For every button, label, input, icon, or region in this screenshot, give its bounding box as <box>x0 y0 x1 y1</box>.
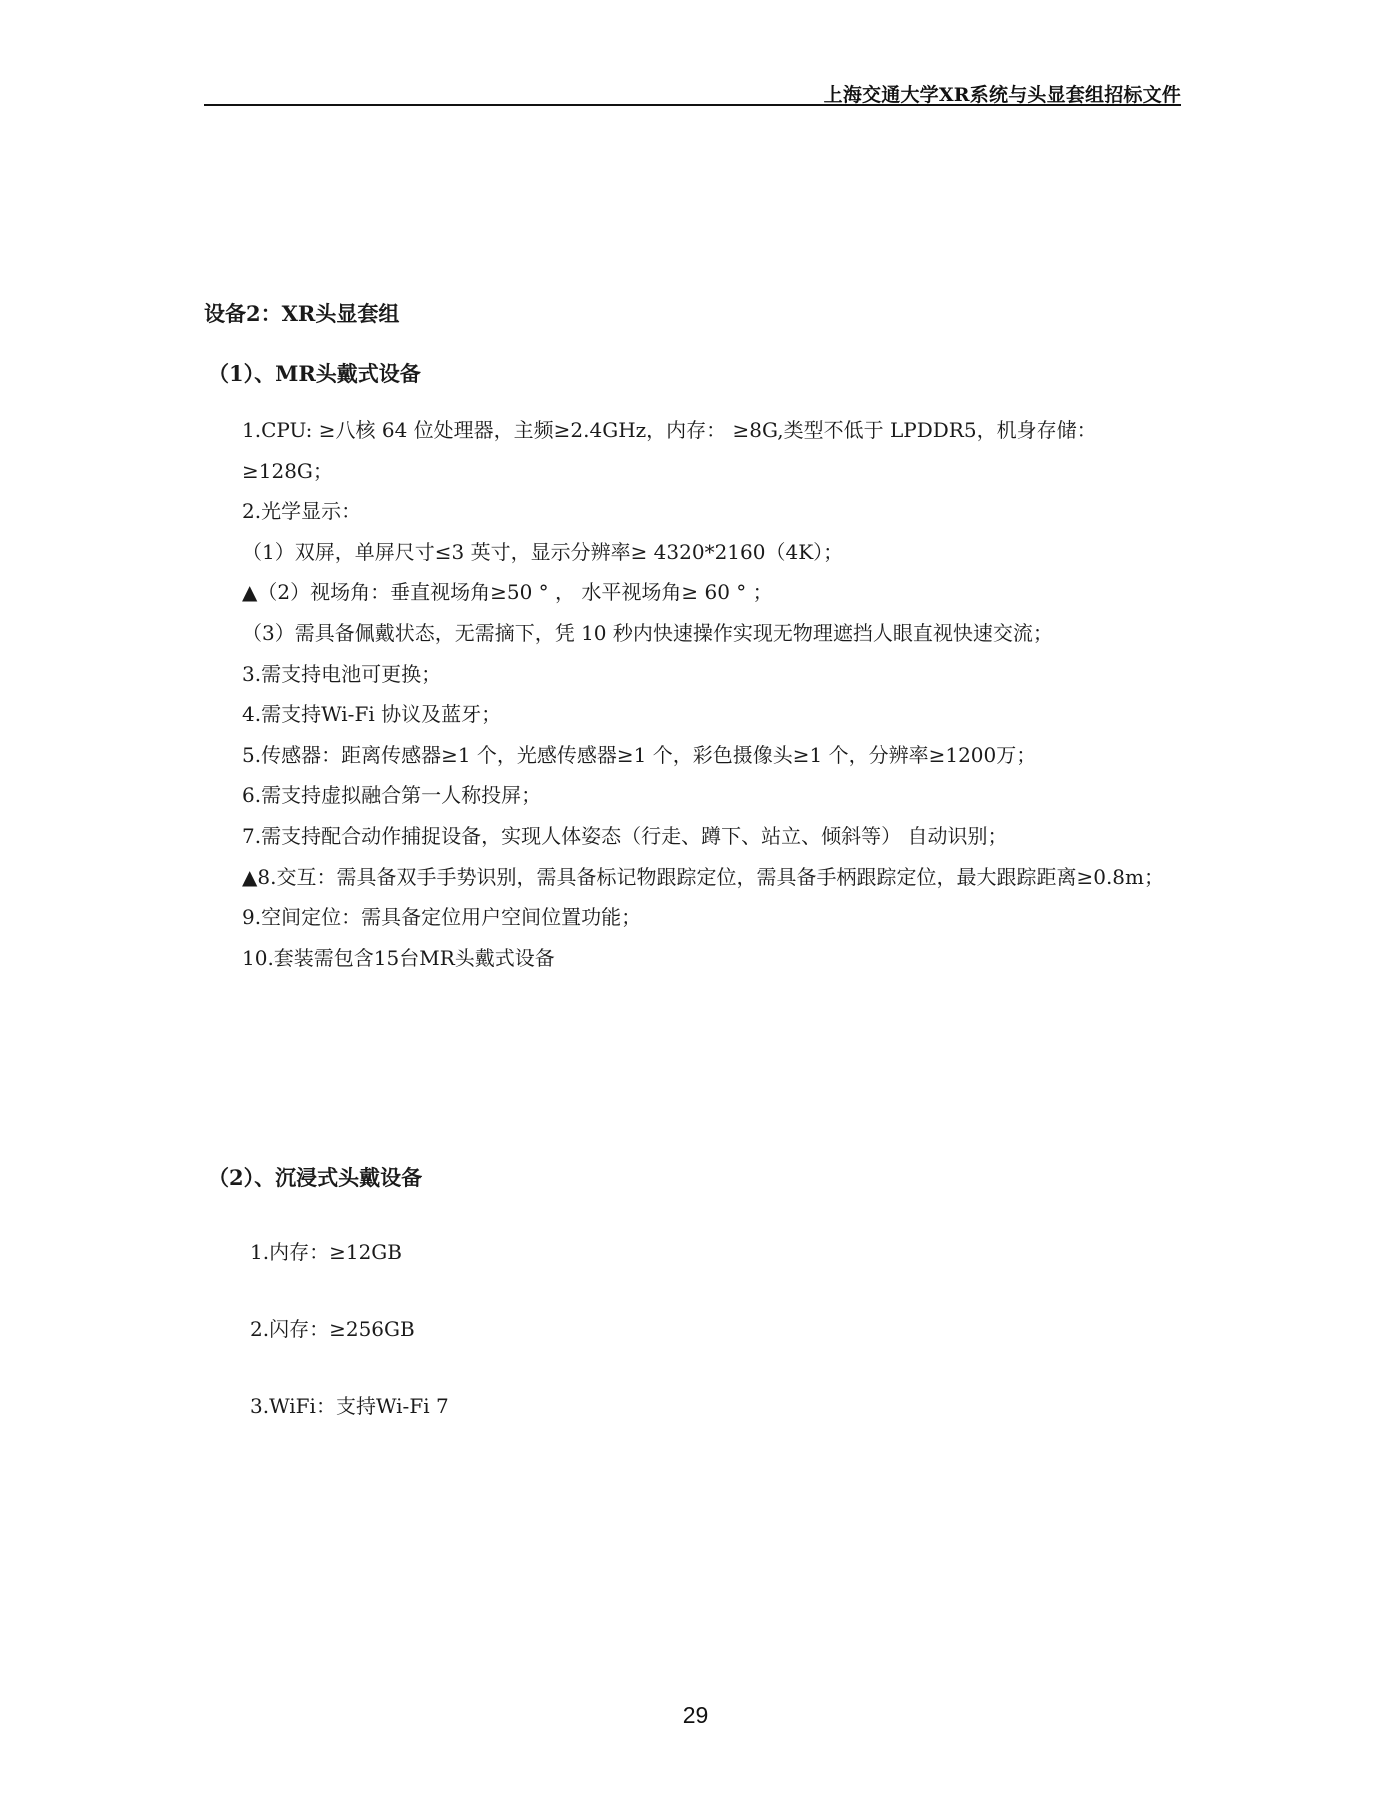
spec-item: 3.需支持电池可更换； <box>242 661 442 686</box>
mr-device-heading: （1）、MR头戴式设备 <box>208 361 421 386</box>
spec-item: 1.CPU: ≥八核 64 位处理器，主频≥2.4GHz，内存： ≥8G,类型不低于 LPDDR5，机身存储： ≥128G； <box>242 418 1097 483</box>
section-title: 设备2：XR头显套组 <box>204 301 400 326</box>
spec-item: 7.需支持配合动作捕捉设备，实现人体姿态（行走、蹲下、站立、倾斜等） 自动识别； <box>242 823 1008 848</box>
spec-item: 5.传感器：距离传感器≥1 个，光感传感器≥1 个，彩色摄像头≥1 个，分辨率≥1200万； <box>242 742 1037 767</box>
header-divider <box>204 104 1181 106</box>
spec-item: ▲8.交互：需具备双手手势识别，需具备标记物跟踪定位，需具备手柄跟踪定位，最大跟踪距离≥0.8m； <box>242 864 1164 889</box>
spec-item: 10.套装需包含15台MR头戴式设备 <box>242 945 555 970</box>
spec-item: 3.WiFi：支持Wi-Fi 7 <box>250 1394 449 1418</box>
page-number: 29 <box>682 1702 709 1728</box>
spec-item: 4.需支持Wi-Fi 协议及蓝牙； <box>242 702 502 727</box>
mr-device-spec-list <box>242 410 1184 978</box>
spec-item: 6.需支持虚拟融合第一人称投屏； <box>242 783 542 808</box>
spec-item: 9.空间定位：需具备定位用户空间位置功能； <box>242 905 642 930</box>
spec-item: （1）双屏，单屏尺寸≤3 英寸，显示分辨率≥ 4320*2160（4K）； <box>242 539 844 564</box>
page-header-title: 上海交通大学XR系统与头显套组招标文件 <box>823 84 1181 106</box>
immersive-device-heading: （2）、沉浸式头戴设备 <box>208 1165 423 1190</box>
immersive-device-spec-list <box>250 1232 1150 1463</box>
spec-item: 1.内存：≥12GB <box>250 1240 402 1264</box>
spec-item: 2.闪存：≥256GB <box>250 1317 415 1341</box>
spec-item: 2.光学显示： <box>242 499 362 524</box>
spec-item: （3）需具备佩戴状态，无需摘下，凭 10 秒内快速操作实现无物理遮挡人眼直视快速交流； <box>242 620 1053 645</box>
spec-item: ▲（2）视场角：垂直视场角≥50 ° ， 水平视场角≥ 60 ° ； <box>242 580 773 605</box>
